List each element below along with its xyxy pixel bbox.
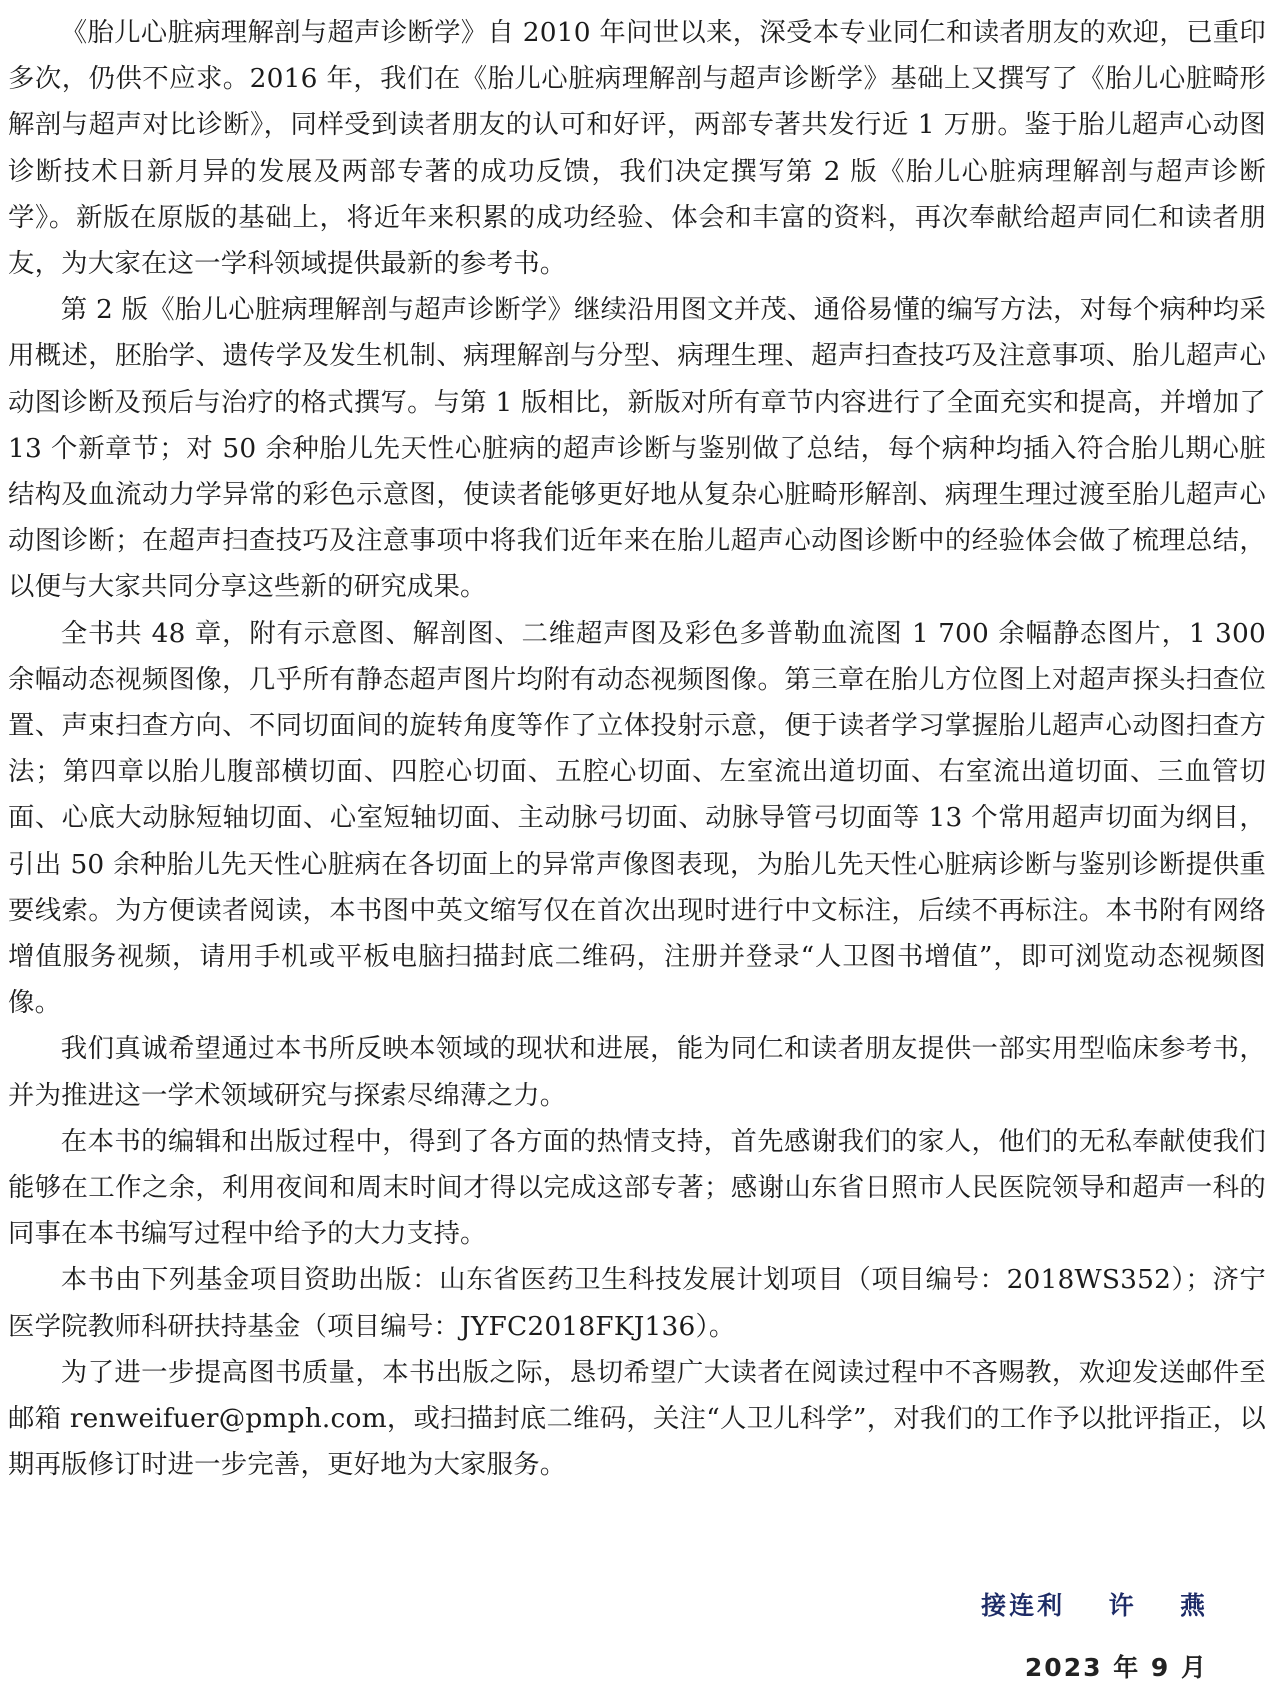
- signature-block: [981, 1586, 1208, 1688]
- paragraph-history: 《胎儿心脏病理解剖与超声诊断学》自 2010 年问世以来，深受本专业同仁和读者朋友的欢迎，已重印多次，仍供不应求。2016 年，我们在《胎儿心脏病理解剖与超声诊断学》基础上又撰写了《胎儿心脏畸形解剖与超声对比诊断》，同样受到读者朋友的认可和好评，两部专著共发行近 1 万册。鉴于胎儿超声心动图诊断技术日新月异的发展及两部专著的成功反馈，我们决定撰写第 2 版《胎儿心脏病理解剖与超声诊断学》。新版在原版的基础上，将近年来积累的成功经验、体会和丰富的资料，再次奉献给超声同仁和读者朋友，为大家在这一学科领域提供最新的参考书。: [8, 17, 1266, 280]
- paragraph-hope: 我们真诚希望通过本书所反映本领域的现状和进展，能为同仁和读者朋友提供一部实用型临床参考书，并为推进这一学术领域研究与探索尽绵薄之力。: [8, 1033, 1266, 1111]
- paragraph-acknowledgements: 在本书的编辑和出版过程中，得到了各方面的热情支持，首先感谢我们的家人，他们的无私奉献使我们能够在工作之余，利用夜间和周末时间才得以完成这部专著；感谢山东省日照市人民医院领导和超声一科的同事在本书编写过程中给予的大力支持。: [8, 1125, 1266, 1250]
- signature-date: 2023 年 9 月: [1024, 1653, 1208, 1682]
- paragraph-funding: 本书由下列基金项目资助出版：山东省医药卫生科技发展计划项目（项目编号：2018WS352）；济宁医学院教师科研扶持基金（项目编号：JYFC2018FKJ136）。: [8, 1264, 1266, 1342]
- author-names: 接连利 许 燕: [981, 1591, 1208, 1620]
- paragraph-feedback: 为了进一步提高图书质量，本书出版之际，恳切希望广大读者在阅读过程中不吝赐教，欢迎发送邮件至邮箱 renweifuer@pmph.com，或扫描封底二维码，关注“人卫儿科学”，对我们的工作予以批评指正，以期再版修订时进一步完善，更好地为大家服务。: [8, 1356, 1266, 1481]
- paragraph-second-edition: 第 2 版《胎儿心脏病理解剖与超声诊断学》继续沿用图文并茂、通俗易懂的编写方法，对每个病种均采用概述，胚胎学、遗传学及发生机制、病理解剖与分型、病理生理、超声扫查技巧及注意事项、胎儿超声心动图诊断及预后与治疗的格式撰写。与第 1 版相比，新版对所有章节内容进行了全面充实和提高，并增加了 13 个新章节；对 50 余种胎儿先天性心脏病的超声诊断与鉴别做了总结，每个病种均插入符合胎儿期心脏结构及血流动力学异常的彩色示意图，使读者能够更好地从复杂心脏畸形解剖、病理生理过渡至胎儿超声心动图诊断；在超声扫查技巧及注意事项中将我们近年来在胎儿超声心动图诊断中的经验体会做了梳理总结，以便与大家共同分享这些新的研究成果。: [8, 294, 1266, 603]
- paragraph-book-contents: 全书共 48 章，附有示意图、解剖图、二维超声图及彩色多普勒血流图 1 700 余幅静态图片，1 300 余幅动态视频图像，几乎所有静态超声图片均附有动态视频图像。第三章在胎儿方位图上对超声探头扫查位置、声束扫查方向、不同切面间的旋转角度等作了立体投射示意，便于读者学习掌握胎儿超声心动图扫查方法；第四章以胎儿腹部横切面、四腔心切面、五腔心切面、左室流出道切面、右室流出道切面、三血管切面、心底大动脉短轴切面、心室短轴切面、主动脉弓切面、动脉导管弓切面等 13 个常用超声切面为纲目，引出 50 余种胎儿先天性心脏病在各切面上的异常声像图表现，为胎儿先天性心脏病诊断与鉴别诊断提供重要线索。为方便读者阅读，本书图中英文缩写仅在首次出现时进行中文标注，后续不再标注。本书附有网络增值服务视频，请用手机或平板电脑扫描封底二维码，注册并登录“人卫图书增值”，即可浏览动态视频图像。: [8, 617, 1266, 1019]
